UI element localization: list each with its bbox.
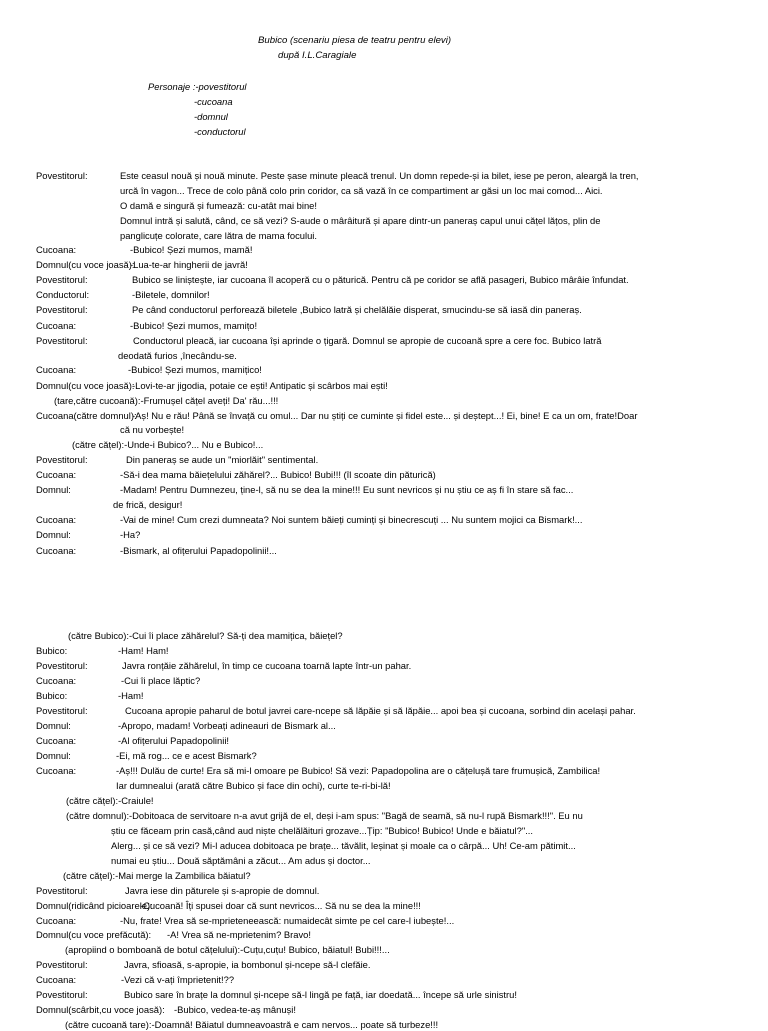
dialogue-text: -Apropo, madam! Vorbeați adineauri de Bismark al... (118, 720, 336, 731)
dialogue-text: -Vezi că v-ați împrietenit!?? (121, 974, 235, 985)
dialogue-text: -Lovi-te-ar jigodia, potaie ce ești! Antipatic și scârbos mai ești! (132, 380, 388, 391)
speaker-label: Povestitorul: (36, 335, 88, 346)
speaker-label: Domnul(ridicând picioarele): (36, 900, 153, 911)
dialogue-text: -Lua-te-ar hingherii de javră! (130, 259, 248, 270)
speaker-label: Bubico: (36, 690, 68, 701)
speaker-label: Domnul: (36, 750, 71, 761)
dialogue-text: numai eu știu... Două săptămâni a zăcut... Am adus și doctor... (111, 855, 371, 866)
speaker-label: Domnul(cu voce prefăcută): (36, 929, 152, 940)
speaker-label: Cucoana: (36, 469, 77, 480)
character-item: -cucoana (194, 96, 233, 107)
speaker-label: Cucoana: (36, 765, 77, 776)
dialogue-text: Javra iese din păturele și s-apropie de domnul. (125, 885, 320, 896)
dialogue-text: Bubico sare în brațe la domnul și-ncepe să-l lingă pe față, iar doedată... începe să urle sinistru! (124, 989, 517, 1000)
dialogue-text: -Ham! (118, 690, 144, 701)
speaker-label: Povestitorul: (36, 989, 88, 1000)
speaker-label: Conductorul: (36, 289, 90, 300)
dialogue-text: -Bubico! Șezi mumos, mamițo! (130, 320, 258, 331)
document-title: Bubico (scenariu piesa de teatru pentru elevi) (258, 35, 452, 46)
speaker-label: Cucoana: (36, 915, 77, 926)
dialogue-text: știu ce făceam prin casă,când aud niște chelălăituri grozave...Țip: "Bubico! Bubico! Unde e băiatul?"... (111, 825, 533, 836)
document-subtitle: după I.L.Caragiale (278, 50, 357, 61)
dialogue-text: Este ceasul nouă și nouă minute. Peste șase minute pleacă trenul. Un domn repede-și ia bilet, iese pe peron, aleargă la tren, (120, 170, 639, 181)
speaker-label: Domnul(scârbit,cu voce joasă): (36, 1004, 165, 1015)
speaker-label: Domnul: (36, 529, 71, 540)
speaker-label: Cucoana: (36, 244, 77, 255)
speaker-label: Povestitorul: (36, 454, 88, 465)
speaker-label: Cucoana: (36, 364, 77, 375)
dialogue-text: (către cucoană tare):-Doamnă! Băiatul dumneavoastră e cam nervos... poate să turbeze!!! (65, 1019, 439, 1030)
dialogue-text: O damă e singură și fumează: cu-atât mai bine! (120, 200, 317, 211)
speaker-label: Povestitorul: (36, 304, 88, 315)
dialogue-text: (apropiind o bomboană de botul cățelului):-Cuțu,cuțu! Bubico, băiatul! Bubi!!!... (65, 944, 390, 955)
dialogue-text: Javra ronțăie zăhărelul, în timp ce cucoana toarnă lapte într-un pahar. (122, 660, 412, 671)
dialogue-text: (către cățel):-Craiule! (66, 795, 154, 806)
dialogue-text: Javra, sfioasă, s-apropie, ia bombonul și-ncepe să-l clefăie. (124, 959, 371, 970)
dialogue-text: Iar dumnealui (arată către Bubico și face din ochi), curte te-ri-bi-lă! (116, 780, 391, 791)
speaker-label: Povestitorul: (36, 660, 88, 671)
dialogue-text: -Ei, mă rog... ce e acest Bismark? (116, 750, 257, 761)
dialogue-text: că nu vorbește! (120, 424, 185, 435)
dialogue-text: -Vai de mine! Cum crezi dumneata? Noi suntem băieți cuminți și binecrescuți ... Nu suntem mojici ca Bismark!... (120, 514, 583, 525)
dialogue-text: (tare,către cucoană):-Frumușel cățel aveți! Da' rău...!!! (54, 395, 279, 406)
speaker-label: Povestitorul: (36, 705, 88, 716)
dialogue-text: -A! Vrea să ne-mprietenim? Bravo! (167, 929, 311, 940)
character-item: -conductorul (194, 126, 246, 137)
dialogue-text: Conductorul pleacă, iar cucoana își aprinde o țigară. Domnul se apropie de cucoană spre a cere foc. Bubico latră (133, 335, 602, 346)
dialogue-text: -Bismark, al ofițerului Papadopolinii!... (120, 545, 277, 556)
dialogue-text: -Madam! Pentru Dumnezeu, ține-l, să nu se dea la mine!!! Eu sunt nevricos și nu știu ce aș fi în stare să fac... (120, 484, 574, 495)
dialogue-text: Domnul intră și salută, când, ce să vezi? S-aude o mârâitură și apare dintr-un paneraș capul unui cățel lățos, plin de (120, 215, 601, 226)
dialogue-text: -Aș! Nu e rău! Până se învață cu omul... Dar nu știți ce cuminte și fidel este... și deștept...! Ei, bine! E ca un om, frate!Doar (132, 410, 638, 421)
speaker-label: Domnul: (36, 484, 71, 495)
speaker-label: Povestitorul: (36, 959, 88, 970)
dialogue-text: deodată furios ,înecându-se. (118, 350, 237, 361)
speaker-label: Cucoana: (36, 735, 77, 746)
dialogue-text: -Nu, frate! Vrea să se-mprieteneească: numaidecât simte pe cel care-l iubește!... (120, 915, 455, 926)
dialogue-text: Din paneraș se aude un "miorlăit" sentimental. (126, 454, 319, 465)
speaker-label: Domnul(cu voce joasă): (36, 259, 135, 270)
dialogue-text: -Cui îi place lăptic? (121, 675, 201, 686)
dialogue-text: Cucoana apropie paharul de botul javrei care-ncepe să lăpăie și să lăpăie... apoi bea și cucoana, sorbind din același pahar. (125, 705, 636, 716)
dialogue-text: (către cățel):-Unde-i Bubico?... Nu e Bubico!... (72, 439, 264, 450)
speaker-label: Cucoana: (36, 514, 77, 525)
speaker-label: Cucoana: (36, 675, 77, 686)
speaker-label: Cucoana: (36, 974, 77, 985)
speaker-label: Povestitorul: (36, 885, 88, 896)
dialogue-text: -Cucoană! Îți spusei doar că sunt nevricos... Să nu se dea la mine!!! (140, 900, 421, 911)
dialogue-text: -Să-i dea mama băiețelului zăhărel?... Bubico! Bubi!!! (îl scoate din păturică) (120, 469, 436, 480)
speaker-label: Domnul: (36, 720, 71, 731)
character-item: -domnul (194, 111, 228, 122)
dialogue-text: Alerg... și ce să vezi? Mi-l aducea dobitoaca pe brațe... tăvălit, leșinat și moale ca o cârpă... Uh! Ce-am pătimit... (111, 840, 576, 851)
dialogue-text: (către Bubico):-Cui îi place zăhărelul? Să-ți dea mamițica, băiețel? (68, 630, 343, 641)
dialogue-text: urcă în vagon... Trece de colo până colo prin coridor, ca să vază în ce compartiment ar găsi un loc mai comod... Aici. (120, 185, 603, 196)
speaker-label: Cucoana: (36, 545, 77, 556)
speaker-label: Povestitorul: (36, 170, 88, 181)
dialogue-text: (către cățel):-Mai merge la Zambilica băiatul? (63, 870, 251, 881)
dialogue-text: -Bubico! Șezi mumos, mamițico! (128, 364, 262, 375)
dialogue-text: -Ham! Ham! (118, 645, 169, 656)
dialogue-text: -Bubico! Șezi mumos, mamă! (130, 244, 253, 255)
dialogue-text: Bubico se liniștește, iar cucoana îl acoperă cu o păturică. Pentru că pe coridor se află pasageri, Bubico mârâie înfundat. (132, 274, 629, 285)
characters-heading: Personaje :-povestitorul (148, 81, 247, 92)
dialogue-text: -Ha? (120, 529, 141, 540)
dialogue-text: -Bubico, vedea-te-aș mânuși! (174, 1004, 296, 1015)
dialogue-text: -Biletele, domnilor! (132, 289, 210, 300)
speaker-label: Bubico: (36, 645, 68, 656)
dialogue-text: de frică, desigur! (113, 499, 183, 510)
dialogue-text: -Aș!!! Dulău de curte! Era să mi-l omoare pe Bubico! Să vezi: Papadopolina are o cățelușă tare frumușică, Zambilica! (116, 765, 601, 776)
speaker-label: Cucoana: (36, 320, 77, 331)
dialogue-text: Pe când conductorul perforează biletele ,Bubico latră și chelălăie disperat, smucindu-se să iasă din paneraș. (132, 304, 582, 315)
speaker-label: Cucoana(către domnul): (36, 410, 137, 421)
dialogue-text: -Al ofițerului Papadopolinii! (118, 735, 230, 746)
dialogue-text: (către domnul):-Dobitoaca de servitoare n-a avut grijă de el, deși i-am spus: "Bagă de seamă, să nu-l rupă Bismark!!!". Eu nu (66, 810, 583, 821)
speaker-label: Domnul(cu voce joasă): (36, 380, 135, 391)
speaker-label: Povestitorul: (36, 274, 88, 285)
dialogue-text: panglicuțe colorate, care lătra de mama focului. (120, 230, 317, 241)
